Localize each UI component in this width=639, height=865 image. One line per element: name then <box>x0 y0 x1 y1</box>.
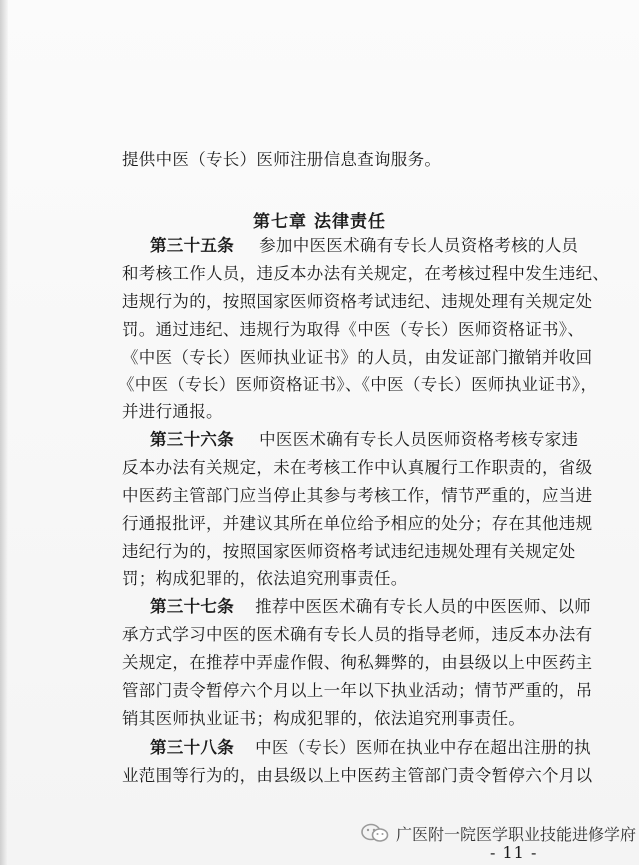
article-35-line: 和考核工作人员，违反本办法有关规定，在考核过程中发生违纪、 <box>122 264 610 283</box>
page-binding-shadow <box>0 0 8 865</box>
article-35-line: 违规行为的，按照国家医师资格考试违纪、违规处理有关规定处 <box>122 292 593 311</box>
chapter-heading: 第七章 法律责任 <box>253 212 386 232</box>
article-35-text: 参加中医医术确有专长人员资格考核的人员 <box>259 236 579 255</box>
article-36-line: 中医药主管部门应当停止其参与考核工作，情节严重的，应当进 <box>122 486 593 505</box>
article-35-line: 并进行通报。 <box>122 402 223 421</box>
article-36-first-line <box>150 430 578 450</box>
article-37-line: 关规定，在推荐中弄虚作假、徇私舞弊的，由县级以上中医药主 <box>122 653 593 672</box>
intro-line: 提供中医（专长）医师注册信息查询服务。 <box>122 150 442 169</box>
article-36-line: 反本办法有关规定，未在考核工作中认真履行工作职责的，省级 <box>122 458 593 477</box>
account-watermark: 广医附一院医学职业技能进修学府 <box>396 825 637 844</box>
article-37-line: 管部门责令暂停六个月以上一年以下执业活动；情节严重的，吊 <box>122 681 593 700</box>
article-37-line: 销其医师执业证书；构成犯罪的，依法追究刑事责任。 <box>122 709 526 728</box>
article-35-line: 《中医（专长）医师资格证书》、《中医（专长）医师执业证书》， <box>118 375 598 394</box>
article-36-line: 行通报批评，并建议其所在单位给予相应的处分；存在其他违规 <box>122 514 593 533</box>
page-number: - 11 - <box>490 843 538 862</box>
article-35-line: 《中医（专长）医师执业证书》的人员，由发证部门撤销并收回 <box>122 348 593 367</box>
article-37-line: 承方式学习中医的医术确有专长人员的指导老师，违反本办法有 <box>122 625 593 644</box>
article-38-text: 中医（专长）医师在执业中存在超出注册的执 <box>255 738 592 757</box>
article-35-line: 罚。通过违纪、违规行为取得《中医（专长）医师资格证书》、 <box>122 320 585 339</box>
article-37-first-line <box>150 597 591 617</box>
article-36-number: 第三十六条 <box>150 430 234 449</box>
article-36-text: 中医医术确有专长人员医师资格考核专家违 <box>259 430 579 449</box>
article-38-number: 第三十八条 <box>150 738 234 757</box>
article-35-number: 第三十五条 <box>150 236 234 255</box>
article-38-line: 业范围等行为的，由县级以上中医药主管部门责令暂停六个月以 <box>122 766 593 785</box>
article-36-line: 罚；构成犯罪的，依法追究刑事责任。 <box>122 569 408 588</box>
article-38-first-line <box>150 738 591 758</box>
article-37-number: 第三十七条 <box>150 597 234 616</box>
article-36-line: 违纪行为的，按照国家医师资格考试违纪违规处理有关规定处 <box>122 542 576 561</box>
article-35-first-line <box>150 236 578 256</box>
article-37-text: 推荐中医医术确有专长人员的中医医师、以师 <box>255 597 592 616</box>
wechat-logo-icon <box>360 822 390 844</box>
